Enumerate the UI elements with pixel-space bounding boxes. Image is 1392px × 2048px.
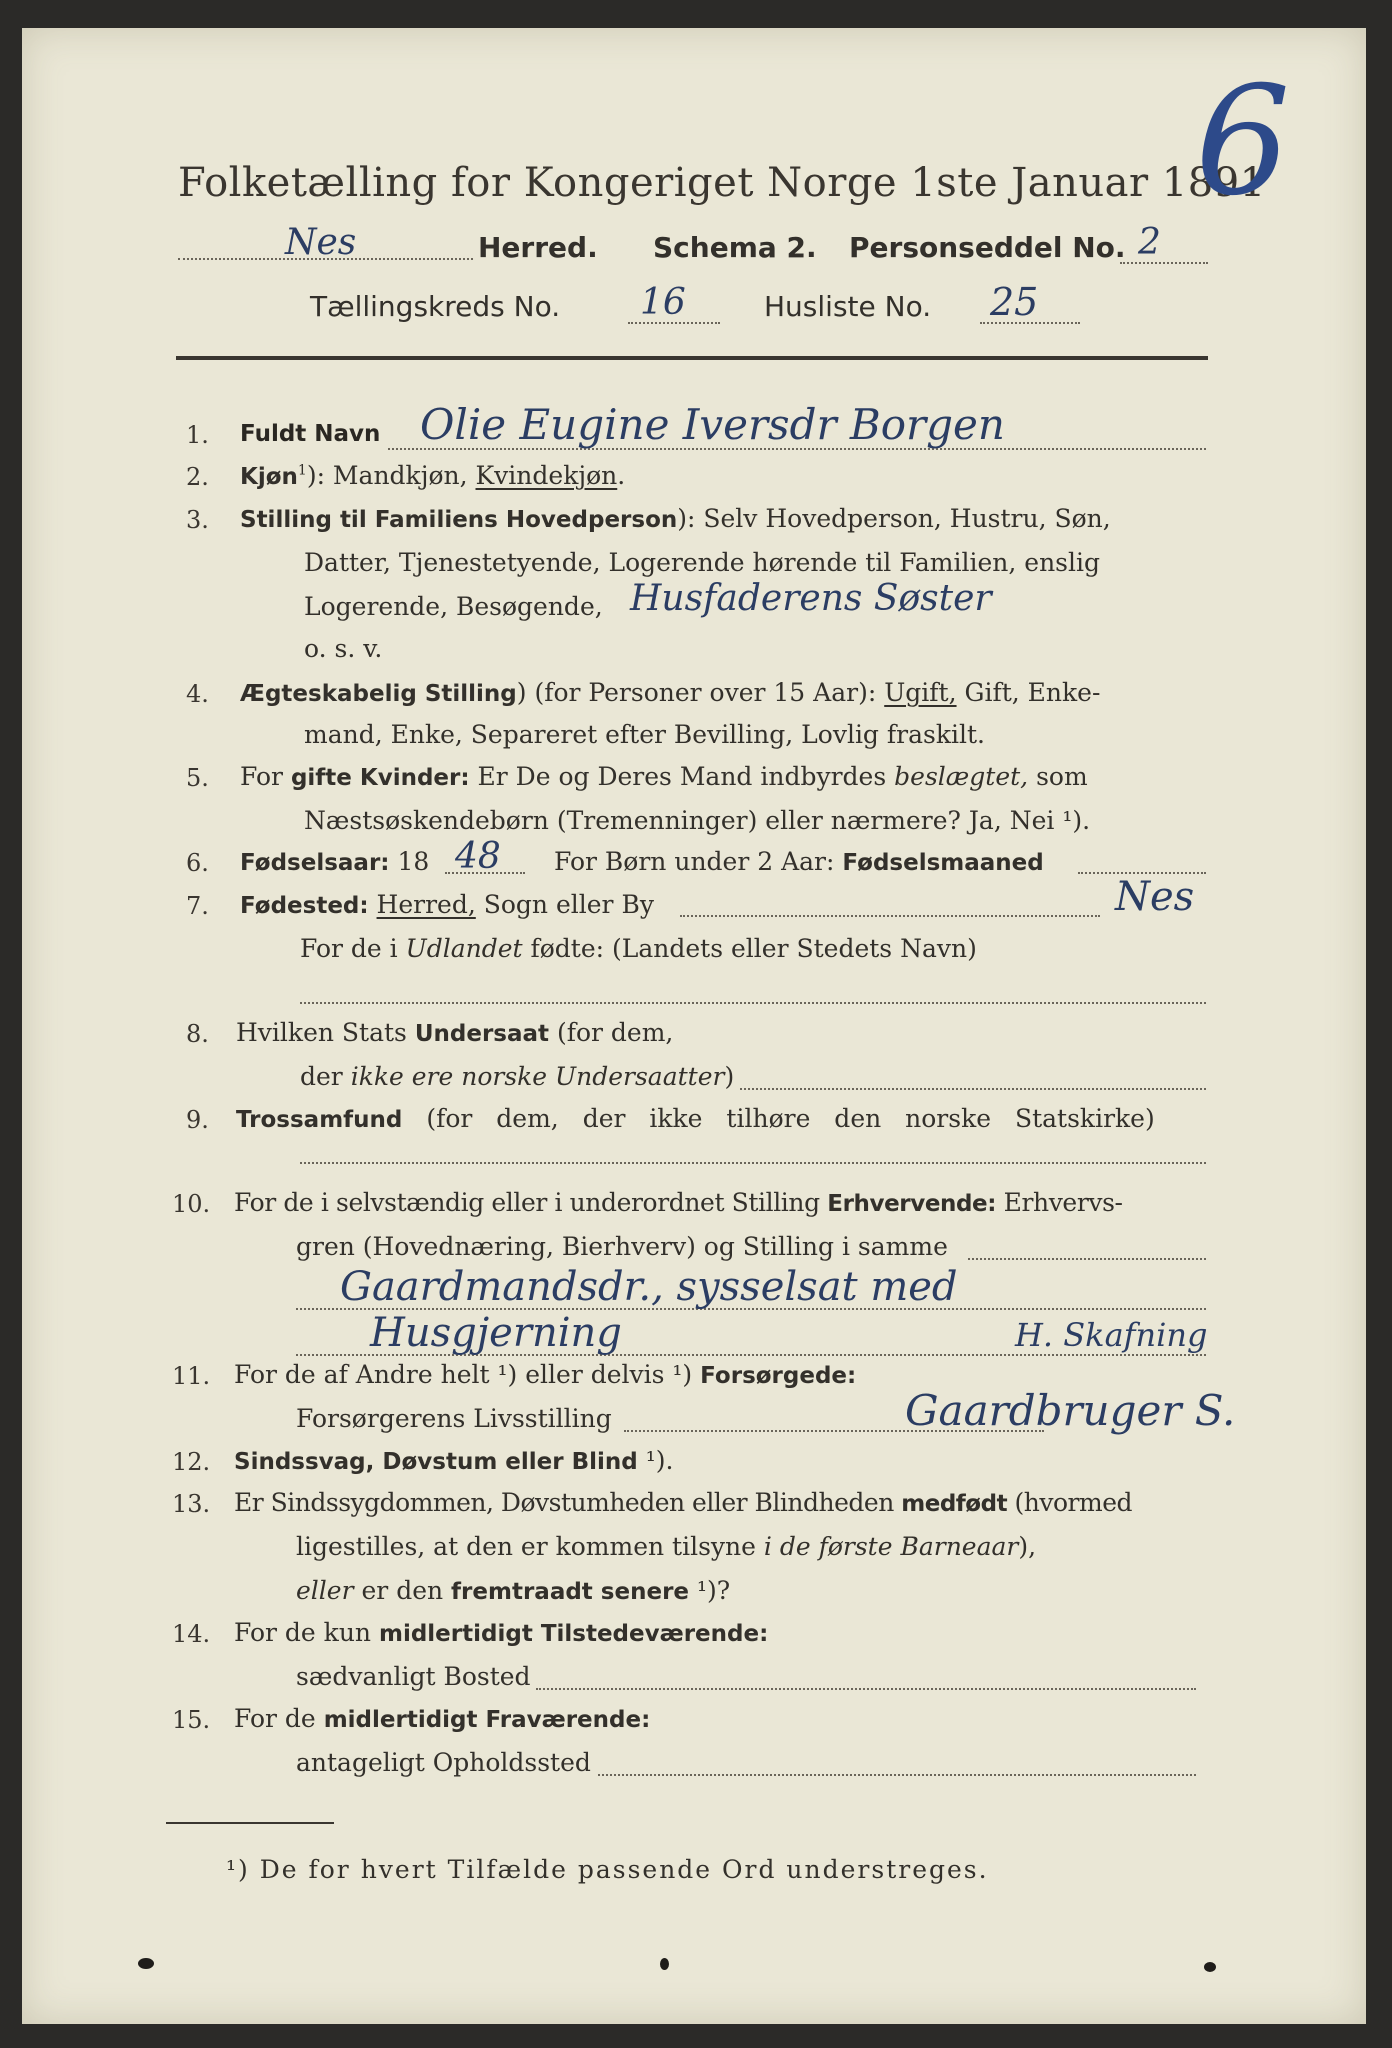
q14-line1	[234, 1618, 768, 1647]
personseddel-label: Personseddel No.	[849, 231, 1126, 264]
header-divider	[176, 356, 1208, 360]
q8-text-a: Hvilken Stats	[236, 1018, 407, 1047]
q7-text-a: Sogn eller By	[483, 890, 654, 919]
q5-number: 5.	[186, 764, 209, 792]
q9-text-a: (for dem, der ikke tilhøre den norske Statskirke)	[426, 1104, 1155, 1133]
q12-line	[234, 1446, 673, 1475]
q7-field-line	[680, 915, 1100, 917]
q2-footnote-ref: 1	[297, 462, 307, 479]
personseddel-field-line	[1120, 262, 1208, 264]
q4-label: Ægteskabelig Stilling	[240, 681, 517, 707]
q11-line1	[234, 1360, 856, 1389]
q10-erhverv-value-1: Gaardmandsdr., sysselsat med	[340, 1264, 958, 1310]
personseddel-value: 2	[1138, 222, 1161, 263]
q7-line2-a: For de i	[300, 934, 398, 963]
q13-line2	[296, 1532, 1036, 1561]
q13-line2-a: ligestilles, at den er kommen tilsyne	[296, 1532, 756, 1561]
q14-label: midlertidigt Tilstedeværende:	[378, 1621, 769, 1647]
q10-line1	[234, 1188, 1123, 1217]
q13-number: 13.	[172, 1490, 211, 1518]
q6-line-b	[554, 847, 1044, 876]
q8-number: 8.	[186, 1020, 209, 1048]
q15-number: 15.	[172, 1706, 211, 1734]
q5-text-b: som	[1036, 762, 1088, 791]
q4-line1	[240, 678, 1100, 707]
q13-line1	[234, 1488, 1132, 1517]
q6-year-line	[445, 872, 525, 874]
q5-line2: Næstsøskendebørn (Tremenninger) eller nærmere? Ja, Nei ¹).	[304, 806, 1091, 835]
q2-text-c: .	[617, 461, 626, 490]
q4-line2: mand, Enke, Separeret efter Bevilling, Lovlig fraskilt.	[304, 720, 985, 749]
q6-year-prefix: 18	[397, 847, 430, 876]
q6-label: Fødselsaar:	[240, 850, 390, 876]
q5-text-italic: beslægtet,	[894, 762, 1029, 791]
q8-field-line	[740, 1088, 1206, 1090]
q9-label: Trossamfund	[236, 1107, 403, 1133]
q8-line1	[236, 1018, 673, 1047]
q15-field-line	[598, 1774, 1196, 1776]
q15-text-a: For de	[234, 1704, 316, 1733]
q11-text-a: For de af Andre helt ¹) eller delvis ¹)	[234, 1360, 693, 1389]
q2-number: 2.	[186, 463, 209, 491]
q12-text-a: ¹).	[645, 1446, 674, 1475]
q4-number: 4.	[186, 680, 209, 708]
q3-text-a: ): Selv Hovedperson, Hustru, Søn,	[677, 504, 1111, 533]
q7-udland-line	[300, 1002, 1206, 1004]
schema-label: Schema 2.	[653, 231, 817, 264]
q9-line1	[236, 1104, 1155, 1133]
ink-blot-mark	[660, 1958, 669, 1970]
footnote-text: ¹) De for hvert Tilfælde passende Ord understreges.	[226, 1855, 989, 1884]
q3-line3: Logerende, Besøgende,	[304, 592, 603, 621]
q13-label: medfødt	[901, 1491, 1008, 1517]
q7-line2	[300, 934, 977, 963]
q5-text-a: Er De og Deres Mand indbyrdes	[477, 762, 887, 791]
q8-line2-b: )	[724, 1062, 735, 1091]
q5-pre: For	[240, 762, 283, 791]
q6-label-b: Fødselsmaaned	[842, 850, 1044, 876]
ink-blot-mark	[1204, 1962, 1216, 1972]
q2-kvindekjon-underlined: Kvindekjøn	[475, 461, 618, 490]
q12-label: Sindssvag, Døvstum eller Blind	[234, 1449, 638, 1475]
q5-label: gifte Kvinder:	[290, 765, 470, 791]
q13-line3-a: er den	[361, 1576, 444, 1605]
q11-line2: Forsørgerens Livsstilling	[296, 1404, 612, 1433]
herred-value: Nes	[285, 222, 357, 263]
q4-ugift-underlined: Ugift,	[884, 678, 957, 707]
q3-label: Stilling til Familiens Hovedperson	[240, 507, 678, 533]
taellingskreds-label: Tællingskreds No.	[310, 290, 561, 323]
q3-stilling-value: Husfaderens Søster	[630, 578, 992, 619]
q10-erhverv-value-2: Husgjerning	[370, 1310, 622, 1356]
q11-label: Forsørgede:	[700, 1363, 857, 1389]
q13-text-b: (hvormed	[1014, 1488, 1132, 1517]
q14-line2: sædvanligt Bosted	[296, 1662, 531, 1691]
census-form-page	[22, 28, 1366, 2024]
handwritten-page-number: 6	[1195, 55, 1291, 229]
form-title: Folketælling for Kongeriget Norge 1ste Januar 1891	[178, 160, 1266, 206]
taellingskreds-value: 16	[640, 282, 686, 323]
q1-label: Fuldt Navn	[240, 421, 381, 447]
q13-line3-italic: eller	[296, 1576, 354, 1605]
q2-line	[240, 461, 625, 490]
husliste-value: 25	[990, 280, 1039, 324]
q2-label: Kjøn	[240, 464, 298, 490]
q6-number: 6.	[186, 849, 209, 877]
q14-number: 14.	[172, 1620, 211, 1648]
q14-field-line	[536, 1688, 1196, 1690]
q15-line1	[234, 1704, 650, 1733]
q4-text-b: Gift, Enke-	[964, 678, 1101, 707]
q1-name-value: Olie Eugine Iversdr Borgen	[420, 400, 1005, 449]
q10-text-a: For de i selvstændig eller i underordnet Stilling	[234, 1188, 820, 1217]
q10-erhverv-value-3: H. Skafning	[1015, 1316, 1208, 1354]
q13-line3-b: ¹)?	[696, 1576, 731, 1605]
q3-number: 3.	[186, 506, 209, 534]
q14-text-a: For de kun	[234, 1618, 372, 1647]
q11-livsstilling-value: Gaardbruger S.	[905, 1386, 1236, 1435]
husliste-label: Husliste No.	[764, 290, 932, 323]
q7-herred-underlined: Herred,	[376, 890, 476, 919]
q10-line2: gren (Hovednæring, Bierhverv) og Stilling i samme	[296, 1232, 948, 1261]
q7-label: Fødested:	[240, 893, 369, 919]
q8-text-b: (for dem,	[556, 1018, 674, 1047]
q11-number: 11.	[172, 1362, 211, 1390]
q8-label: Undersaat	[414, 1021, 550, 1047]
q10-text-b: Erhvervs-	[1003, 1188, 1123, 1217]
ink-blot-mark	[138, 1958, 154, 1969]
q13-line3	[296, 1576, 730, 1605]
q10-line2-field	[968, 1258, 1206, 1260]
q3-line1	[240, 504, 1111, 533]
q12-number: 12.	[172, 1448, 211, 1476]
q7-line1	[240, 890, 654, 919]
q6-line	[240, 847, 429, 876]
q7-line2-italic: Udlandet	[405, 934, 523, 963]
herred-label: Herred.	[478, 231, 598, 264]
q15-line2: antageligt Opholdssted	[296, 1748, 591, 1777]
q13-text-a: Er Sindssygdommen, Døvstumheden eller Blindheden	[234, 1488, 894, 1517]
q13-line2-b: ),	[1018, 1532, 1037, 1561]
q9-number: 9.	[186, 1106, 209, 1134]
q13-line3-label: fremtraadt senere	[451, 1579, 690, 1605]
q7-fodested-value: Nes	[1115, 874, 1195, 920]
q3-line4: o. s. v.	[304, 634, 383, 663]
q9-field-line	[300, 1162, 1206, 1164]
q10-label: Erhvervende:	[827, 1191, 997, 1217]
q15-label: midlertidigt Fraværende:	[323, 1707, 651, 1733]
q8-line2-italic: ikke ere norske Undersaatter	[350, 1062, 725, 1091]
q8-line2	[300, 1062, 734, 1091]
q13-line2-italic: i de første Barneaar	[763, 1532, 1019, 1561]
q7-number: 7.	[186, 892, 209, 920]
q2-text-a: ): Mandkjøn,	[306, 461, 468, 490]
q6-text-a: For Børn under 2 Aar:	[554, 847, 835, 876]
q1-number: 1.	[186, 421, 209, 449]
q3-line2: Datter, Tjenestetyende, Logerende hørende til Familien, enslig	[304, 548, 1101, 577]
q5-line1	[240, 762, 1088, 791]
q10-number: 10.	[172, 1190, 211, 1218]
q7-line2-b: fødte: (Landets eller Stedets Navn)	[530, 934, 977, 963]
footnote-divider	[166, 1822, 334, 1824]
q8-line2-a: der	[300, 1062, 343, 1091]
q6-year-value: 48	[455, 836, 501, 877]
q4-text-a: ) (for Personer over 15 Aar):	[516, 678, 877, 707]
